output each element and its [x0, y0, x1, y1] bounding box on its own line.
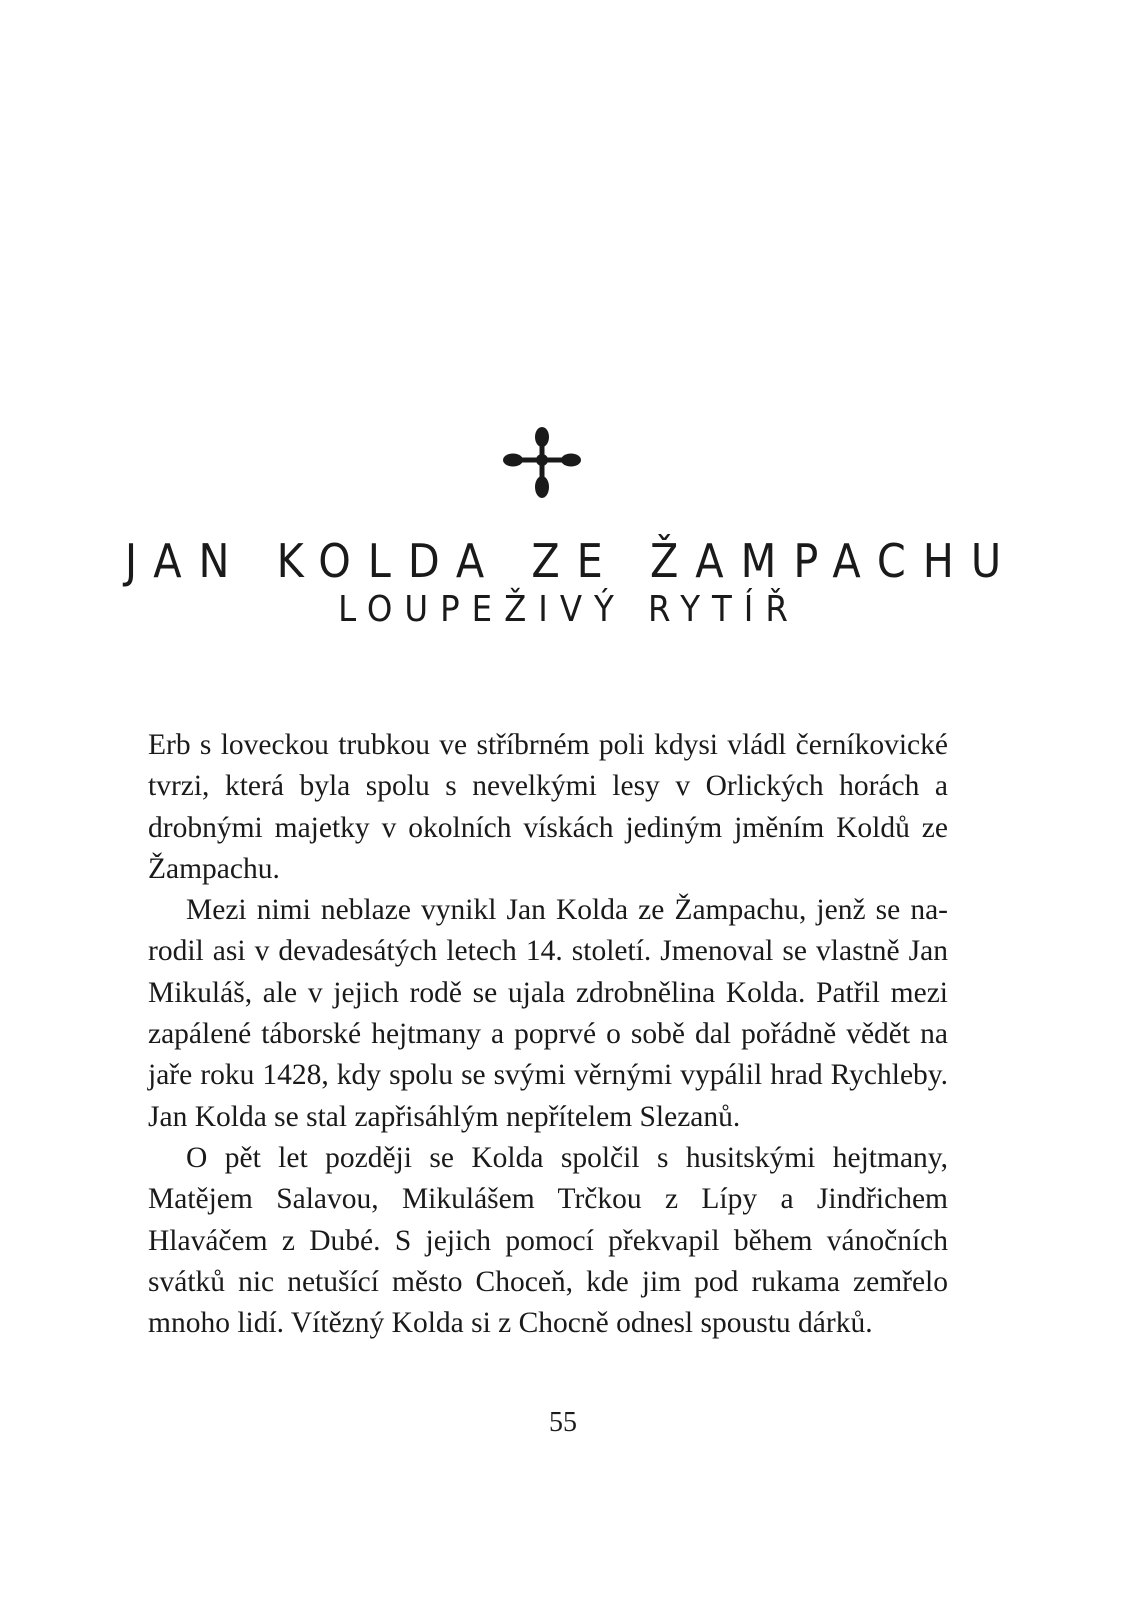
- page-number: 55: [549, 1407, 577, 1438]
- paragraph: Mezi nimi neblaze vynikl Jan Kolda ze Žampachu, jenž se narodil asi v devadesátých letech 14. století. Jmenoval se vlastně Jan Mikuláš, ale v jejich rodě se ujala zdrobnělina Kolda. Patřil mezi zapálené táborské hejtmany a poprvé o sobě dal pořádně vědět na jaře roku 1428, kdy spolu se svými věrnými vypálil hrad Rychleby. Jan Kolda se stal zapřisáhlým nepřítelem Slezanů.: [148, 894, 948, 1133]
- chapter-title: JAN KOLDA ZE ŽAMPACHU: [124, 534, 1019, 588]
- paragraph: Erb s loveckou trubkou ve stříbrném poli kdysi vládl černíkovické tvrzi, která byla spolu s nevelkými lesy v Orlických horách a drobnými majetky v okolních vískách jediným jměním Koldů ze Žampachu.: [148, 729, 948, 885]
- quatrefoil-cross-icon: [503, 427, 581, 499]
- chapter-subtitle: LOUPEŽIVÝ RYTÍŘ: [338, 589, 800, 630]
- chapter-body: [148, 725, 948, 1344]
- paragraph: O pět let později se Kolda spolčil s husitskými hejtmany, Matějem Salavou, Mikulášem Trčkou z Lípy a Jindřichem Hlaváčem z Dubé. S jejich pomocí překvapil během vánočních svátků nic netušící město Choceň, kde jim pod rukama zemřelo mnoho lidí. Vítězný Kolda si z Chocně odnesl spoustu dárků.: [148, 1141, 948, 1340]
